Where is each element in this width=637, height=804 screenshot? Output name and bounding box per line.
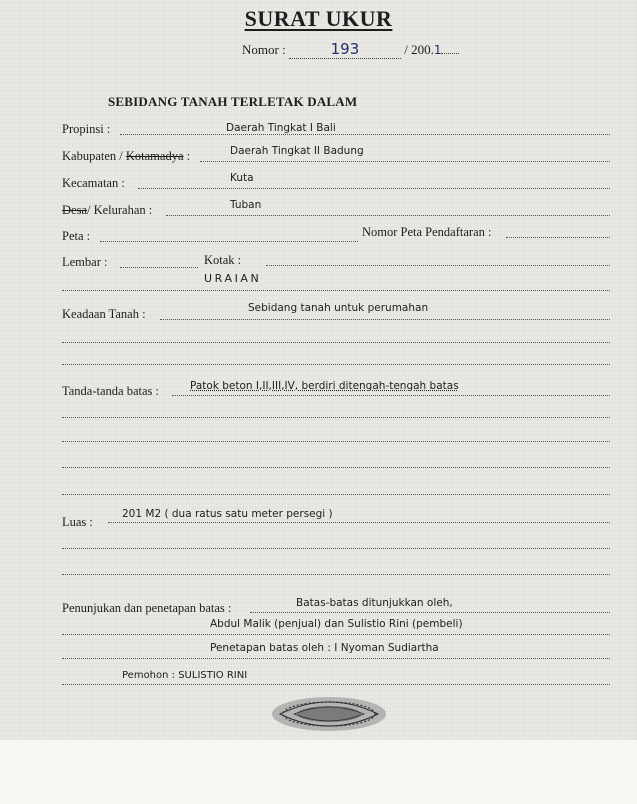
kabupaten-value: Daerah Tingkat II Badung — [230, 145, 364, 157]
nomor-peta-label: Nomor Peta Pendaftaran : — [362, 225, 492, 239]
luas-line-2 — [62, 548, 610, 549]
luas-line-3 — [62, 574, 610, 575]
kecamatan-line — [138, 188, 610, 189]
kabupaten-label: Kabupaten / Kotamadya : — [62, 149, 191, 163]
nomor-field — [289, 40, 401, 59]
propinsi-label: Propinsi : — [62, 122, 111, 136]
penunjukan-line-2 — [62, 634, 610, 635]
luas-line — [108, 522, 610, 523]
keadaan-line-2 — [62, 342, 610, 343]
penunjukan-value-2: Abdul Malik (penjual) dan Sulistio Rini (pembeli) — [210, 618, 463, 630]
lembar-label: Lembar : — [62, 255, 108, 269]
tanda-line-2 — [62, 417, 610, 418]
penunjukan-line-3 — [62, 658, 610, 659]
nomor-year-prefix: / 200. — [404, 42, 434, 57]
desa-value: Tuban — [230, 199, 262, 211]
kecamatan-label: Kecamatan : — [62, 176, 125, 190]
keadaan-line-3 — [62, 364, 610, 365]
uraian-line — [62, 290, 610, 291]
penunjukan-value-3: Penetapan batas oleh : I Nyoman Sudiartha — [210, 642, 439, 654]
nomor-line — [242, 40, 459, 59]
desa-label: Desa/ Kelurahan : — [62, 203, 153, 217]
kotak-line — [266, 265, 610, 266]
nomor-peta-line — [506, 237, 610, 238]
tanda-line — [172, 395, 610, 396]
lembar-line — [120, 267, 198, 268]
nomor-value: 193 — [330, 40, 360, 58]
luas-label: Luas : — [62, 515, 93, 529]
propinsi-line — [120, 134, 610, 135]
kotak-label: Kotak : — [204, 253, 242, 267]
penunjukan-label: Penunjukan dan penetapan batas : — [62, 601, 232, 615]
page-margin — [0, 740, 637, 804]
nomor-year-suffix: 1 — [433, 43, 442, 57]
propinsi-value: Daerah Tingkat I Bali — [226, 122, 336, 134]
keadaan-label: Keadaan Tanah : — [62, 307, 146, 321]
tanda-line-5 — [62, 494, 610, 495]
penunjukan-line — [250, 612, 610, 613]
peta-label: Peta : — [62, 229, 91, 243]
luas-value: 201 M2 ( dua ratus satu meter persegi ) — [122, 508, 333, 520]
ornament-seal-icon — [270, 694, 388, 734]
nomor-label: Nomor : — [242, 42, 286, 57]
keadaan-line — [160, 319, 610, 320]
kecamatan-value: Kuta — [230, 172, 254, 184]
section-heading: SEBIDANG TANAH TERLETAK DALAM — [108, 94, 358, 109]
uraian-heading: URAIAN — [204, 272, 262, 285]
peta-line — [100, 241, 358, 242]
tanda-value: Patok beton I,II,III,IV, berdiri ditengah-tengah batas — [190, 380, 459, 392]
pemohon-value: Pemohon : SULISTIO RINI — [122, 670, 248, 681]
tanda-label: Tanda-tanda batas : — [62, 384, 159, 398]
tanda-line-4 — [62, 467, 610, 468]
desa-line — [166, 215, 610, 216]
pemohon-line — [62, 684, 610, 685]
document-title: SURAT UKUR — [244, 6, 393, 31]
tanda-line-3 — [62, 441, 610, 442]
keadaan-value: Sebidang tanah untuk perumahan — [248, 302, 429, 314]
kabupaten-line — [200, 161, 610, 162]
penunjukan-value-1: Batas-batas ditunjukkan oleh, — [296, 597, 453, 609]
